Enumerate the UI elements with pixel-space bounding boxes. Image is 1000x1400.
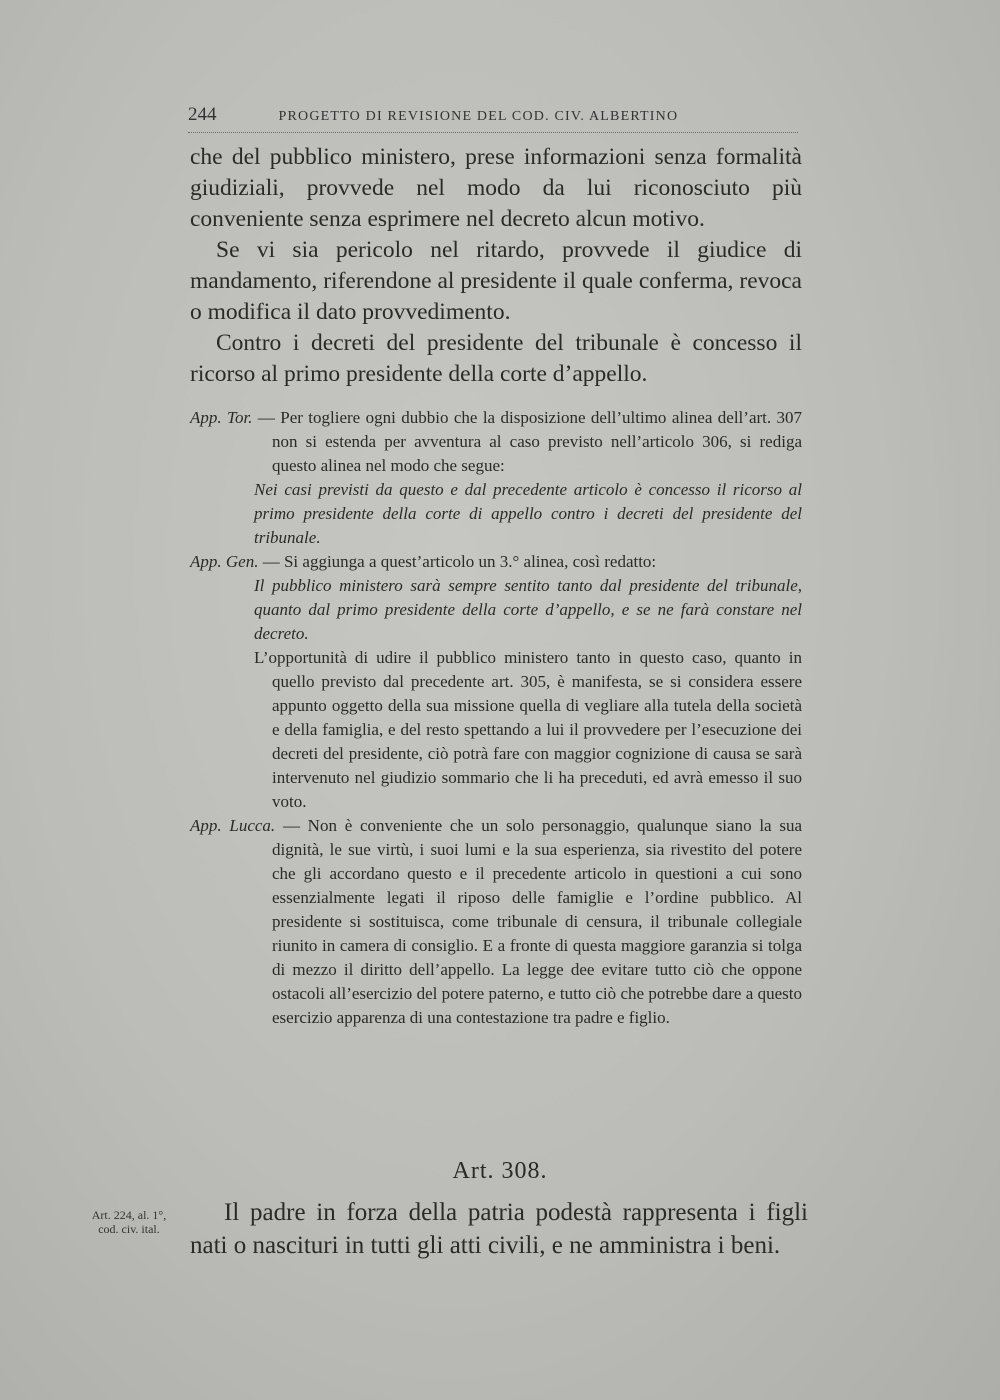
note-source: Tor.	[227, 408, 253, 427]
note-torino	[190, 406, 802, 478]
note-quote-genova: Il pubblico ministero sarà sempre sentito tanto dal presidente del tribunale, quanto dal primo presidente della corte d’appello, e se ne farà constare nel decreto.	[254, 576, 802, 643]
note-text: — Si aggiunga a quest’articolo un 3.° alinea, così redatto:	[262, 552, 657, 571]
note-source: Lucca.	[229, 816, 276, 835]
margin-ref-line-1: Art. 224, al. 1°,	[91, 1208, 167, 1222]
running-header	[188, 104, 798, 133]
main-text-block	[190, 142, 802, 390]
main-paragraph-3: Contro i decreti del presidente del tribunale è concesso il ricorso al primo presidente della corte d’appello.	[190, 330, 802, 387]
note-paragraph-genova: L’opportunità di udire il pubblico ministero tanto in questo caso, quanto in quello previsto dal precedente art. 305, è manifesta, se si considera essere appunto oggetto della sua missione quella di vegliare alla tutela della società e della famiglia, e del resto spettando a lui il provvedere per l’esecuzione dei decreti del presidente, ciò potrà fare con maggior cognizione di causa se sarà intervenuto nel giudizio sommario che li ha preceduti, ed avrà emesso il suo voto.	[254, 648, 802, 811]
running-title: PROGETTO DI REVISIONE DEL COD. CIV. ALBERTINO	[278, 109, 679, 124]
main-paragraph-1: che del pubblico ministero, prese informazioni senza formalità giudiziali, provvede nel modo da lui riconosciuto più conveniente senza esprimere nel decreto alcun motivo.	[190, 144, 802, 232]
note-lucca	[190, 814, 802, 1030]
commentary-notes	[190, 406, 802, 1030]
note-tag: App.	[190, 816, 222, 835]
note-text: — Per togliere ogni dubbio che la disposizione dell’ultimo alinea dell’art. 307 non si estenda per avventura al caso previsto nell’articolo 306, si rediga questo alinea nel modo che segue:	[257, 408, 803, 475]
note-source: Gen.	[225, 552, 259, 571]
margin-reference	[70, 1208, 188, 1236]
main-paragraph-2: Se vi sia pericolo nel ritardo, provvede il giudice di mandamento, riferendone al presidente il quale conferma, revoca o modifica il dato provvedimento.	[190, 237, 802, 325]
note-tag: App.	[190, 408, 222, 427]
note-genova	[190, 550, 802, 574]
note-tag: App.	[190, 552, 222, 571]
article-text-block	[190, 1196, 808, 1262]
margin-ref-line-2: cod. civ. ital.	[98, 1222, 160, 1236]
note-quote-torino: Nei casi previsti da questo e dal precedente articolo è concesso il ricorso al primo presidente della corte di appello contro i decreti del presidente del tribunale.	[254, 480, 802, 547]
page-number: 244	[188, 104, 217, 125]
article-text: Il padre in forza della patria podestà rappresenta i figli nati o nascituri in tutti gli atti civili, e ne amministra i beni.	[190, 1199, 808, 1259]
article-title: Art. 308.	[452, 1158, 548, 1184]
note-text: — Non è conveniente che un solo personaggio, qualunque siano la sua dignità, le sue virtù, i suoi lumi e la sua esperienza, sia rivestito del potere che gli accordano questo e il precedente articolo in questioni a cui sono essenzialmente legati il riposo delle famiglie e l’ordine pubblico. Al presidente si sostituisca, come tribunale di censura, il tribunale collegiale riunito in camera di consiglio. E a fronte di questa maggiore garanzia si tolga di mezzo il diritto dell’appello. La legge dee evitare tutto ciò che oppone ostacoli all’esercizio del potere paterno, e tutto ciò che potrebbe dare a questo esercizio apparenza di una contestazione tra padre e figlio.	[272, 816, 802, 1027]
